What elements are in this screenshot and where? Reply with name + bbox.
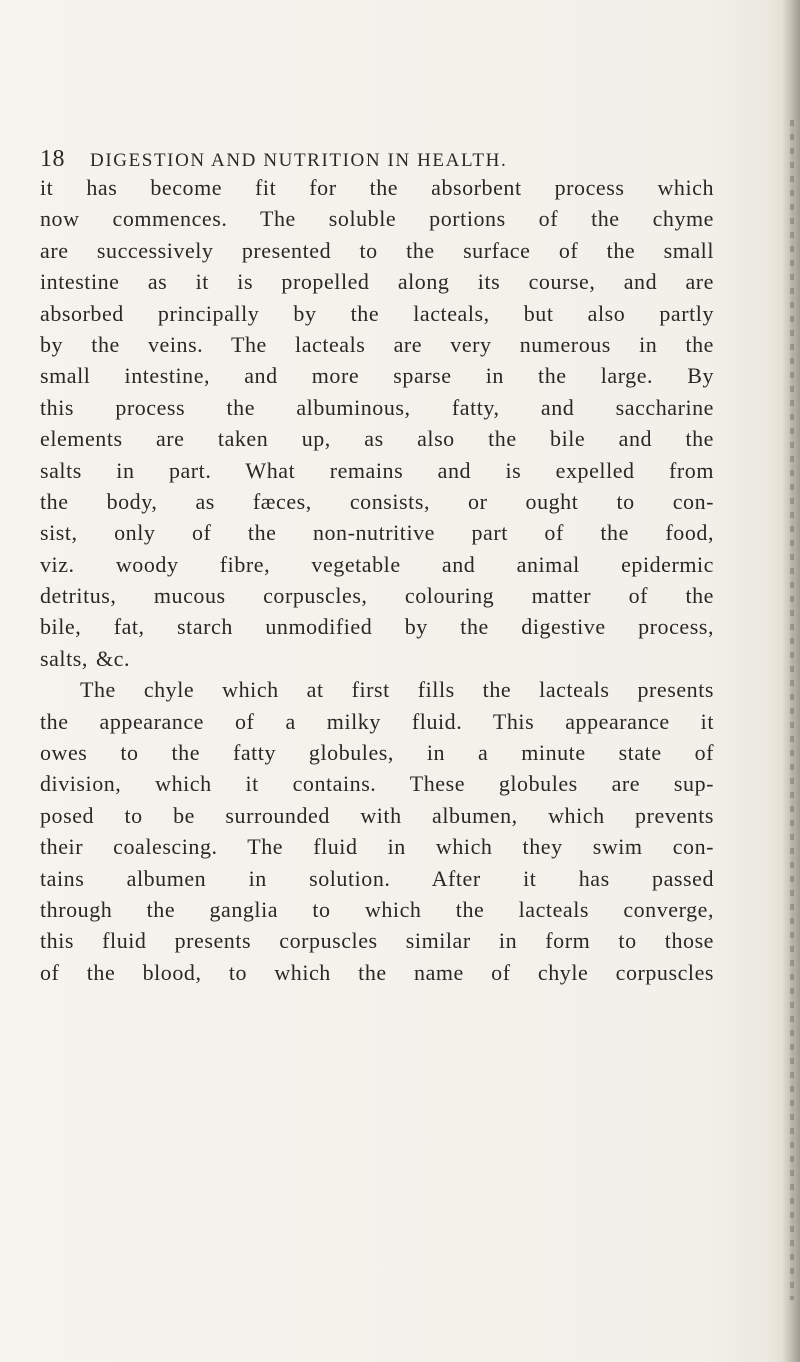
text-line: division, which it contains. These globules are sup-: [40, 771, 714, 797]
text-line: by the veins. The lacteals are very numerous in the: [40, 331, 714, 357]
text-line: it has become fit for the absorbent process which: [40, 175, 714, 200]
text-line: the body, as fæces, consists, or ought to con-: [40, 488, 714, 514]
text-line: this fluid presents corpuscles similar in form to those: [40, 928, 714, 954]
page-edge-shadow: [782, 0, 800, 1362]
text-line: now commences. The soluble portions of the chyme: [40, 206, 714, 232]
text-line: viz. woody fibre, vegetable and animal epidermic: [40, 551, 714, 577]
text-line: absorbed principally by the lacteals, but also partly: [40, 300, 714, 326]
text-line: detritus, mucous corpuscles, colouring matter of the: [40, 583, 714, 609]
running-title: DIGESTION AND NUTRITION IN HEALTH.: [90, 150, 508, 171]
text-line: sist, only of the non-nutritive part of the food,: [40, 520, 714, 546]
text-line: salts in part. What remains and is expelled from: [40, 457, 714, 483]
text-line: are successively presented to the surface of the small: [40, 237, 714, 263]
text-line: of the blood, to which the name of chyle corpuscles: [40, 959, 714, 985]
text-line: the appearance of a milky fluid. This appearance it: [40, 708, 714, 734]
text-line: elements are taken up, as also the bile and the: [40, 426, 714, 452]
text-line: intestine as it is propelled along its course, and are: [40, 269, 714, 295]
text-line: bile, fat, starch unmodified by the digestive process,: [40, 614, 714, 640]
text-line: through the ganglia to which the lacteals converge,: [40, 896, 714, 922]
text-line: tains albumen in solution. After it has passed: [40, 865, 714, 891]
body-text: [40, 172, 714, 988]
text-line-last: salts, &c.: [40, 645, 130, 671]
paragraph-1: [40, 172, 714, 674]
text-line: owes to the fatty globules, in a minute state of: [40, 740, 714, 766]
text-line-indented: The chyle which at first fills the lacteals presents: [80, 677, 714, 703]
paragraph-2: [40, 674, 714, 988]
text-line: their coalescing. The fluid in which they swim con-: [40, 834, 714, 860]
text-line: small intestine, and more sparse in the large. By: [40, 363, 714, 389]
text-line: this process the albuminous, fatty, and saccharine: [40, 394, 714, 420]
page-number: 18: [40, 146, 65, 172]
text-line: posed to be surrounded with albumen, which prevents: [40, 802, 714, 828]
